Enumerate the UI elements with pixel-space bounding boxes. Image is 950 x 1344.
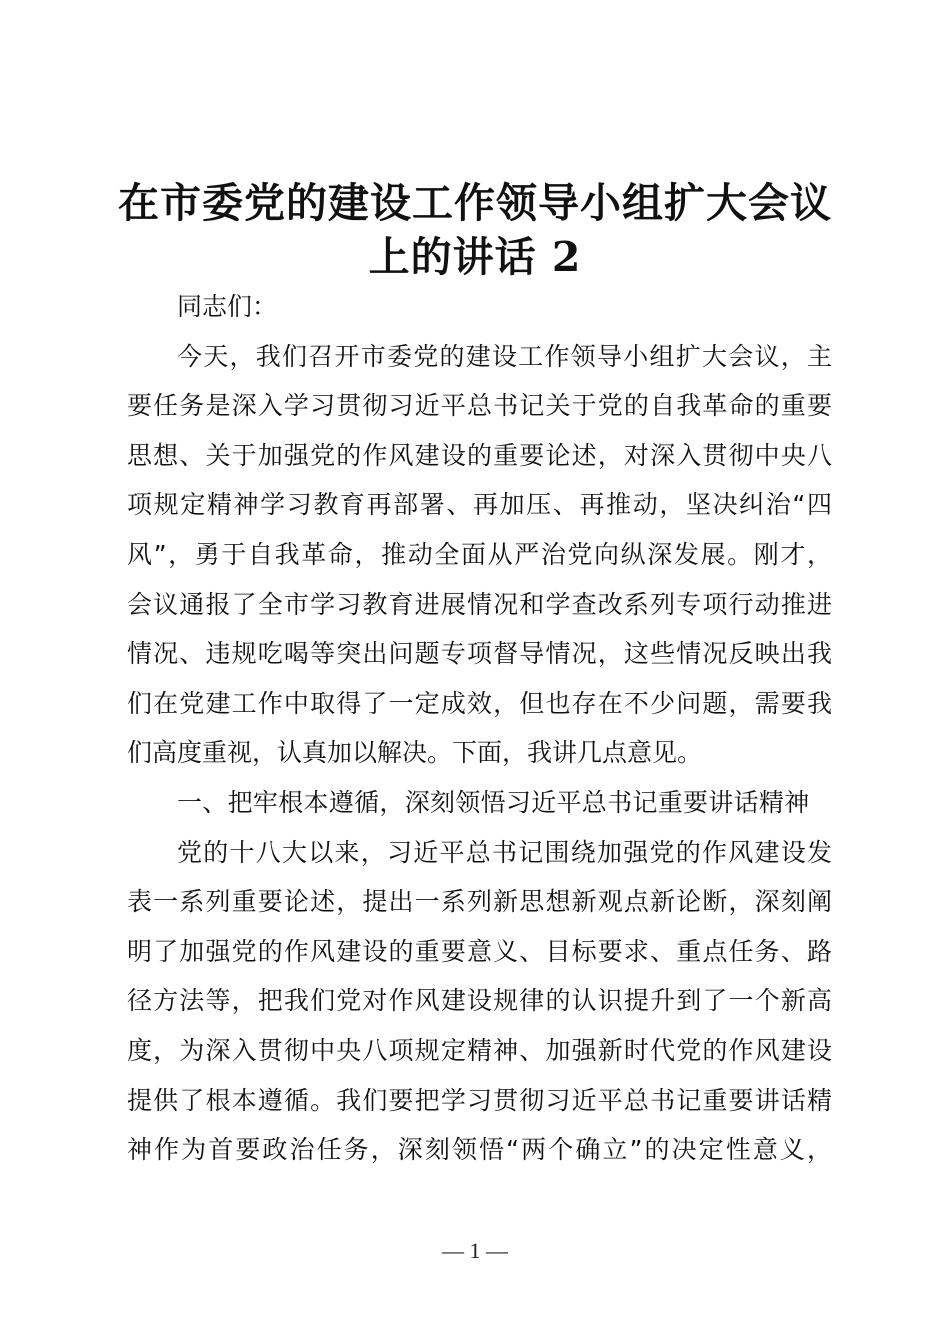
section1-heading: 一、把牢根本遵循，深刻领悟习近平总书记重要讲话精神: [177, 787, 810, 817]
paragraph1-line: 风”，勇于自我革命，推动全面从严治党向纵深发展。刚才，: [127, 539, 832, 569]
paragraph2-line: 度，为深入贯彻中央八项规定精神、加强新时代党的作风建设: [127, 1035, 832, 1065]
paragraph2-line: 径方法等，把我们党对作风建设规律的认识提升到了一个新高: [127, 986, 832, 1016]
paragraph2-line: 表一系列重要论述，提出一系列新思想新观点新论断，深刻阐: [127, 887, 832, 917]
title-line-2: 上的讲话 2: [368, 233, 582, 281]
paragraph1-line: 们高度重视，认真加以解决。下面，我讲几点意见。: [127, 738, 703, 768]
paragraph1-line: 们在党建工作中取得了一定成效，但也存在不少问题，需要我: [127, 688, 832, 718]
paragraph1-line: 项规定精神学习教育再部署、再加压、再推动，坚决纠治“四: [127, 490, 832, 520]
paragraph2-line: 明了加强党的作风建设的重要意义、目标要求、重点任务、路: [127, 936, 832, 966]
paragraph2-line: 神作为首要政治任务，深刻领悟“两个确立”的决定性意义，: [127, 1135, 832, 1165]
paragraph1-line: 要任务是深入学习贯彻习近平总书记关于党的自我革命的重要: [127, 391, 832, 421]
paragraph1-line: 思想、关于加强党的作风建设的重要论述，对深入贯彻中央八: [127, 440, 832, 470]
paragraph1-line: 情况、违规吃喝等突出问题专项督导情况，这些情况反映出我: [127, 639, 832, 669]
paragraph2-line: 提供了根本遵循。我们要把学习贯彻习近平总书记重要讲话精: [127, 1085, 832, 1115]
title-line-1: 在市委党的建设工作领导小组扩大会议: [118, 179, 832, 227]
page-number: — 1 —: [442, 1238, 508, 1263]
document-body: [127, 282, 832, 1175]
document-title: [100, 176, 850, 284]
paragraph1-line: 今天，我们召开市委党的建设工作领导小组扩大会议，主: [177, 341, 832, 371]
paragraph1-line: 会议通报了全市学习教育进展情况和学查改系列专项行动推进: [127, 589, 832, 619]
paragraph2-line: 党的十八大以来，习近平总书记围绕加强党的作风建设发: [177, 837, 832, 867]
salutation: 同志们：: [177, 292, 278, 321]
